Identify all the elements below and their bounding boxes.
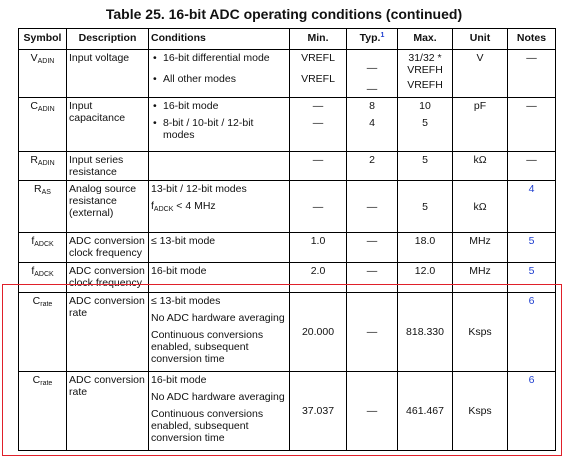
description-cell: ADC conversion rate <box>67 293 149 372</box>
footnote-link[interactable]: 1 <box>380 32 385 39</box>
symbol-cell <box>19 372 67 451</box>
typ-cell: — <box>347 372 398 451</box>
condition-item: Continuous conversions enabled, subsequent conversion time <box>151 408 264 444</box>
header-symbol: Symbol <box>19 29 67 50</box>
min-value: — <box>312 117 324 129</box>
min-cell: 37.037 <box>290 372 347 451</box>
notes-cell: — <box>508 152 556 181</box>
table-row <box>19 152 556 181</box>
header-typ-label: Typ. <box>359 32 381 44</box>
symbol-main: R <box>30 154 38 166</box>
min-cell: 2.0 <box>290 263 347 293</box>
condition-symbol: f <box>151 200 154 212</box>
conditions-cell <box>149 181 290 233</box>
conditions-cell <box>149 372 290 451</box>
symbol-cell <box>19 50 67 98</box>
max-cell: 5 <box>398 152 453 181</box>
symbol-main: f <box>31 235 35 247</box>
unit-cell: kΩ <box>453 181 508 233</box>
condition-item: • 16-bit differential mode <box>151 52 287 64</box>
symbol-sub: rate <box>40 380 53 387</box>
max-cell: 818.330 <box>398 293 453 372</box>
conditions-cell: ≤ 13-bit mode <box>149 233 290 263</box>
table-row <box>19 263 556 293</box>
max-value: 31/32 * VREFH <box>407 52 443 76</box>
condition-item: • 8-bit / 10-bit / 12-bit modes <box>151 117 287 141</box>
adc-operating-conditions-table <box>18 28 556 451</box>
table-row <box>19 50 556 98</box>
symbol-main: C <box>30 100 38 112</box>
header-unit: Unit <box>453 29 508 50</box>
condition-item: 13-bit / 12-bit modes <box>151 183 247 195</box>
table-row <box>19 233 556 263</box>
header-typ <box>347 29 398 50</box>
symbol-sub: rate <box>40 301 53 308</box>
conditions-cell <box>149 98 290 152</box>
condition-item: • 16-bit mode <box>151 100 287 112</box>
description-cell: Input capacitance <box>67 98 149 152</box>
header-conditions <box>149 29 290 50</box>
symbol-sub: ADIN <box>37 160 55 167</box>
notes-link[interactable]: 4 <box>508 181 556 233</box>
symbol-cell <box>19 263 67 293</box>
max-cell: 461.467 <box>398 372 453 451</box>
symbol-main: R <box>34 183 42 195</box>
symbol-cell <box>19 293 67 372</box>
typ-value: 4 <box>369 117 375 129</box>
max-value: 10 <box>419 100 431 112</box>
min-cell: 20.000 <box>290 293 347 372</box>
max-cell <box>398 50 453 98</box>
header-description: Description <box>67 29 149 50</box>
max-cell <box>398 98 453 152</box>
header-notes: Notes <box>508 29 556 50</box>
condition-symbol-sub: ADCK <box>153 206 174 213</box>
conditions-cell <box>149 152 290 181</box>
min-cell <box>290 98 347 152</box>
min-cell <box>290 50 347 98</box>
symbol-sub: ADIN <box>37 106 55 113</box>
conditions-cell: 16-bit mode <box>149 263 290 293</box>
max-value: 5 <box>422 117 428 129</box>
condition-item <box>151 200 287 214</box>
typ-cell <box>347 98 398 152</box>
symbol-cell <box>19 152 67 181</box>
max-value: VREFH <box>407 79 443 91</box>
typ-cell: — <box>347 181 398 233</box>
min-cell: — <box>290 152 347 181</box>
symbol-main: C <box>32 295 41 307</box>
description-cell: ADC conversion rate <box>67 372 149 451</box>
symbol-main: C <box>32 374 41 386</box>
symbol-cell <box>19 98 67 152</box>
header-max: Max. <box>398 29 453 50</box>
condition-item: ≤ 13-bit modes <box>151 295 221 307</box>
min-cell: — <box>290 181 347 233</box>
table-row <box>19 293 556 372</box>
symbol-main: f <box>31 265 35 277</box>
unit-cell: MHz <box>453 263 508 293</box>
symbol-cell <box>19 233 67 263</box>
typ-cell <box>347 50 398 98</box>
max-cell: 12.0 <box>398 263 453 293</box>
symbol-sub: ADIN <box>37 58 55 65</box>
condition-item: • All other modes <box>151 73 287 85</box>
unit-cell: V <box>453 50 508 98</box>
condition-text: < 4 MHz <box>173 200 216 212</box>
typ-value: — <box>366 62 378 74</box>
table-row <box>19 372 556 451</box>
description-cell: Analog source resistance (external) <box>67 181 149 233</box>
symbol-main: V <box>30 52 38 64</box>
min-value: VREFL <box>301 73 335 85</box>
typ-value: — <box>366 83 378 95</box>
conditions-cell <box>149 50 290 98</box>
max-cell: 18.0 <box>398 233 453 263</box>
unit-cell: MHz <box>453 233 508 263</box>
header-conditions-label: Conditions <box>151 32 206 44</box>
description-cell: Input voltage <box>67 50 149 98</box>
min-cell: 1.0 <box>290 233 347 263</box>
notes-cell: — <box>508 50 556 98</box>
condition-item: No ADC hardware averaging <box>151 391 285 403</box>
symbol-sub: ADCK <box>34 241 54 248</box>
table-row <box>19 181 556 233</box>
condition-item: 16-bit mode <box>151 374 207 386</box>
symbol-sub: ADCK <box>34 271 54 278</box>
condition-item: No ADC hardware averaging <box>151 312 285 324</box>
max-cell: 5 <box>398 181 453 233</box>
unit-cell: kΩ <box>453 152 508 181</box>
table-title: Table 25. 16-bit ADC operating conditions (continued) <box>105 6 463 22</box>
unit-cell: Ksps <box>453 293 508 372</box>
condition-item: Continuous conversions enabled, subsequent conversion time <box>151 329 264 365</box>
unit-cell: pF <box>453 98 508 152</box>
unit-cell: Ksps <box>453 372 508 451</box>
header-min: Min. <box>290 29 347 50</box>
symbol-sub: AS <box>41 189 51 196</box>
min-value: — <box>312 100 324 112</box>
notes-link[interactable]: 5 <box>508 263 556 293</box>
typ-value: 8 <box>369 100 375 112</box>
header-row <box>19 29 556 50</box>
min-value: VREFL <box>301 52 335 64</box>
notes-link[interactable]: 6 <box>508 372 556 451</box>
typ-cell: 2 <box>347 152 398 181</box>
notes-cell: — <box>508 98 556 152</box>
description-cell: ADC conversion clock frequency <box>67 263 149 293</box>
notes-link[interactable]: 6 <box>508 293 556 372</box>
description-cell: Input series resistance <box>67 152 149 181</box>
typ-cell: — <box>347 293 398 372</box>
table-row <box>19 98 556 152</box>
typ-cell: — <box>347 263 398 293</box>
notes-link[interactable]: 5 <box>508 233 556 263</box>
description-cell: ADC conversion clock frequency <box>67 233 149 263</box>
typ-cell: — <box>347 233 398 263</box>
conditions-cell <box>149 293 290 372</box>
symbol-cell <box>19 181 67 233</box>
